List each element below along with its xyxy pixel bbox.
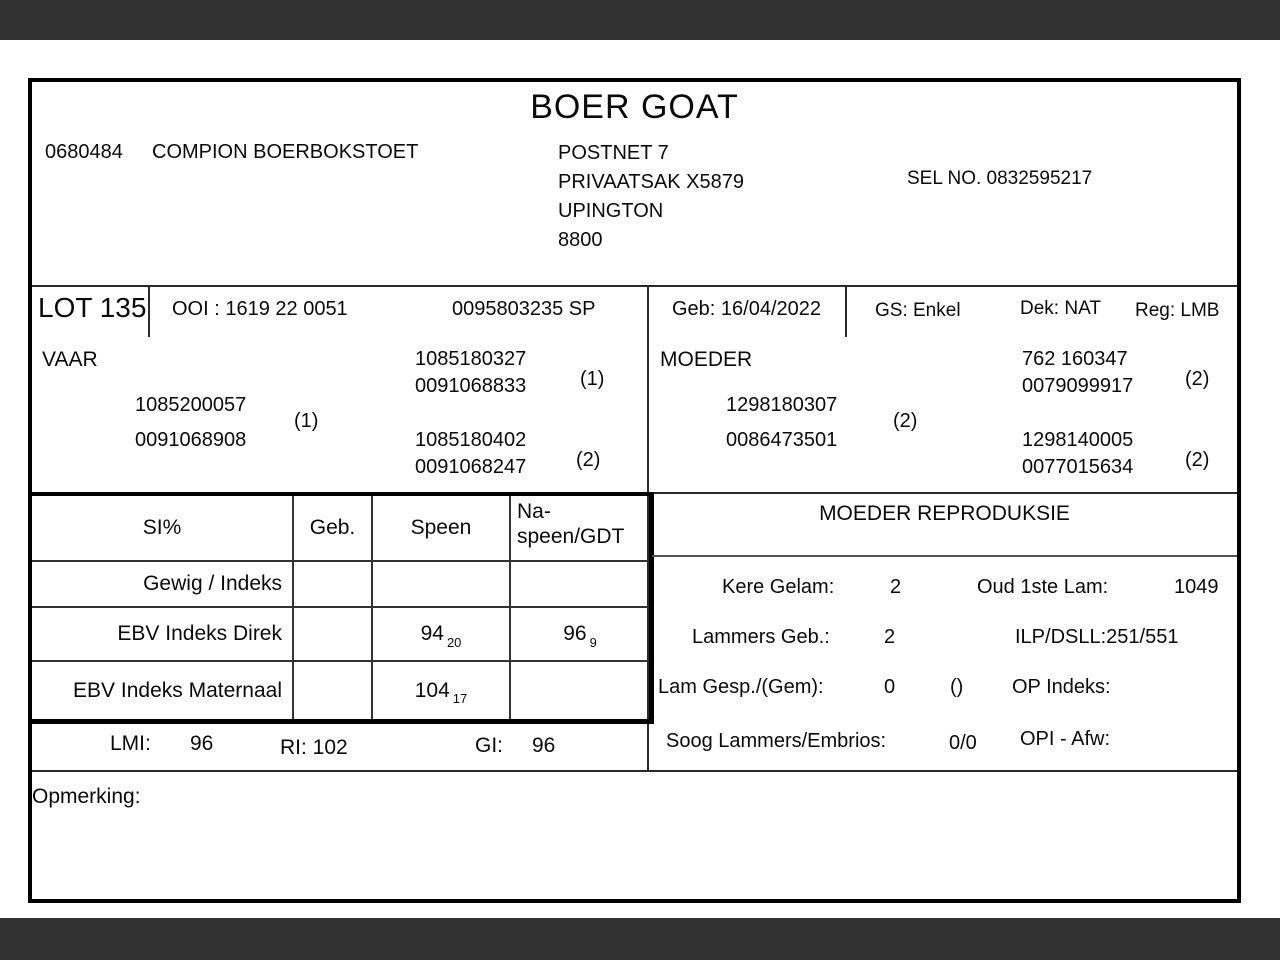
dam-id-2: 0086473501 xyxy=(726,429,838,451)
breeder-name: COMPION BOERBOKSTOET xyxy=(152,141,419,163)
address-line: 8800 xyxy=(558,229,603,251)
mating-type: Dek: NAT xyxy=(1020,298,1101,319)
sire-dam-id-2: 0091068247 xyxy=(415,456,527,478)
ooi-id: OOI : 1619 22 0051 xyxy=(172,298,348,320)
sire-id-1: 1085200057 xyxy=(135,394,247,416)
ebv-maternaal-speen-accuracy: 17 xyxy=(452,691,468,706)
dam-sire-id-2: 0079099917 xyxy=(1022,375,1134,397)
remarks-label: Opmerking: xyxy=(32,785,141,808)
dam-sire-note: (2) xyxy=(1185,368,1210,390)
table-cell xyxy=(509,660,649,719)
ri-value: RI: 102 xyxy=(280,736,348,759)
birth-status: GS: Enkel xyxy=(875,300,961,321)
table-cell xyxy=(509,560,649,606)
lam-gesp-value: 0 xyxy=(884,676,896,698)
table-header-geb: Geb. xyxy=(292,496,371,560)
divider xyxy=(32,285,1237,287)
table-cell xyxy=(292,660,371,719)
ebv-direk-speen: 94 xyxy=(420,622,444,645)
address-block xyxy=(558,139,744,255)
kere-gelam-label: Kere Gelam: xyxy=(722,576,835,598)
table-row-label: Gewig / Indeks xyxy=(32,560,292,606)
lmi-value: 96 xyxy=(190,732,214,755)
lot-number: LOT 135 xyxy=(38,292,147,323)
table-cell xyxy=(292,606,371,660)
address-line: PRIVAATSAK X5879 xyxy=(558,171,745,193)
divider xyxy=(148,285,150,337)
oud-1ste-lam-value: 1049 xyxy=(1174,576,1219,598)
table-row-label: EBV Indeks Maternaal xyxy=(32,660,292,719)
soog-lammers-value: 0/0 xyxy=(949,732,977,754)
lam-gesp-label: Lam Gesp./(Gem): xyxy=(658,676,824,698)
dam-note: (2) xyxy=(893,410,918,432)
divider xyxy=(32,770,1237,772)
page-title: BOER GOAT xyxy=(530,88,739,126)
dam-dam-note: (2) xyxy=(1185,449,1210,471)
address-line: UPINGTON xyxy=(558,200,664,222)
address-line: POSTNET 7 xyxy=(558,142,669,164)
divider xyxy=(845,285,847,337)
reproduction-title: MOEDER REPRODUKSIE xyxy=(819,502,1070,525)
divider xyxy=(652,555,1237,557)
table-header-si: SI% xyxy=(142,516,182,539)
table-cell xyxy=(371,560,509,606)
lammers-geb-value: 2 xyxy=(884,626,896,648)
letterbox-bottom xyxy=(0,918,1280,960)
dam-id-1: 1298180307 xyxy=(726,394,838,416)
sire-note: (1) xyxy=(294,410,319,432)
pedigree-card xyxy=(28,78,1241,903)
breeder-number: 0680484 xyxy=(45,141,123,163)
letterbox-top xyxy=(0,0,1280,40)
kere-gelam-value: 2 xyxy=(890,576,902,598)
table-header-naspeen: Na-speen/GDT xyxy=(509,496,649,560)
table-cell xyxy=(371,606,509,660)
sire-dam-note: (2) xyxy=(576,449,601,471)
sire-section-label: VAAR xyxy=(42,348,98,371)
lmi-label: LMI: xyxy=(110,732,151,755)
gi-value: 96 xyxy=(532,734,556,757)
lammers-geb-label: Lammers Geb.: xyxy=(692,626,830,648)
birth-date: Geb: 16/04/2022 xyxy=(672,298,822,320)
oud-1ste-lam-label: Oud 1ste Lam: xyxy=(977,576,1109,598)
dam-section-label: MOEDER xyxy=(660,348,753,371)
ebv-direk-naspeen-accuracy: 9 xyxy=(589,634,597,650)
gi-label: GI: xyxy=(475,734,504,757)
table-row-label: EBV Indeks Direk xyxy=(32,606,292,660)
dam-dam-id-1: 1298140005 xyxy=(1022,429,1134,451)
soog-lammers-label: Soog Lammers/Embrios: xyxy=(666,730,887,752)
table-cell xyxy=(371,660,509,719)
dam-sire-id-1: 762 160347 xyxy=(1022,348,1128,370)
dam-dam-id-2: 0077015634 xyxy=(1022,456,1134,478)
si-index-table xyxy=(32,492,654,724)
ilp-dsll-value: ILP/DSLL:251/551 xyxy=(1015,626,1179,648)
register-code: Reg: LMB xyxy=(1135,300,1220,321)
sire-sire-note: (1) xyxy=(580,368,605,390)
opi-afw-label: OPI - Afw: xyxy=(1020,728,1111,750)
cell-number: SEL NO. 0832595217 xyxy=(907,168,1093,189)
op-indeks-label: OP Indeks: xyxy=(1012,676,1111,698)
ebv-direk-speen-accuracy: 20 xyxy=(446,634,462,650)
table-cell xyxy=(292,560,371,606)
table-header-speen: Speen xyxy=(371,496,509,560)
lam-gesp-gem: () xyxy=(950,676,964,698)
sire-sire-id-2: 0091068833 xyxy=(415,375,527,397)
table-cell xyxy=(509,606,649,660)
ebv-maternaal-speen: 104 xyxy=(414,678,450,702)
registration-id: 0095803235 SP xyxy=(452,298,596,320)
sire-sire-id-1: 1085180327 xyxy=(415,348,527,370)
sire-dam-id-1: 1085180402 xyxy=(415,429,527,451)
ebv-direk-naspeen: 96 xyxy=(563,622,587,645)
sire-id-2: 0091068908 xyxy=(135,429,247,451)
